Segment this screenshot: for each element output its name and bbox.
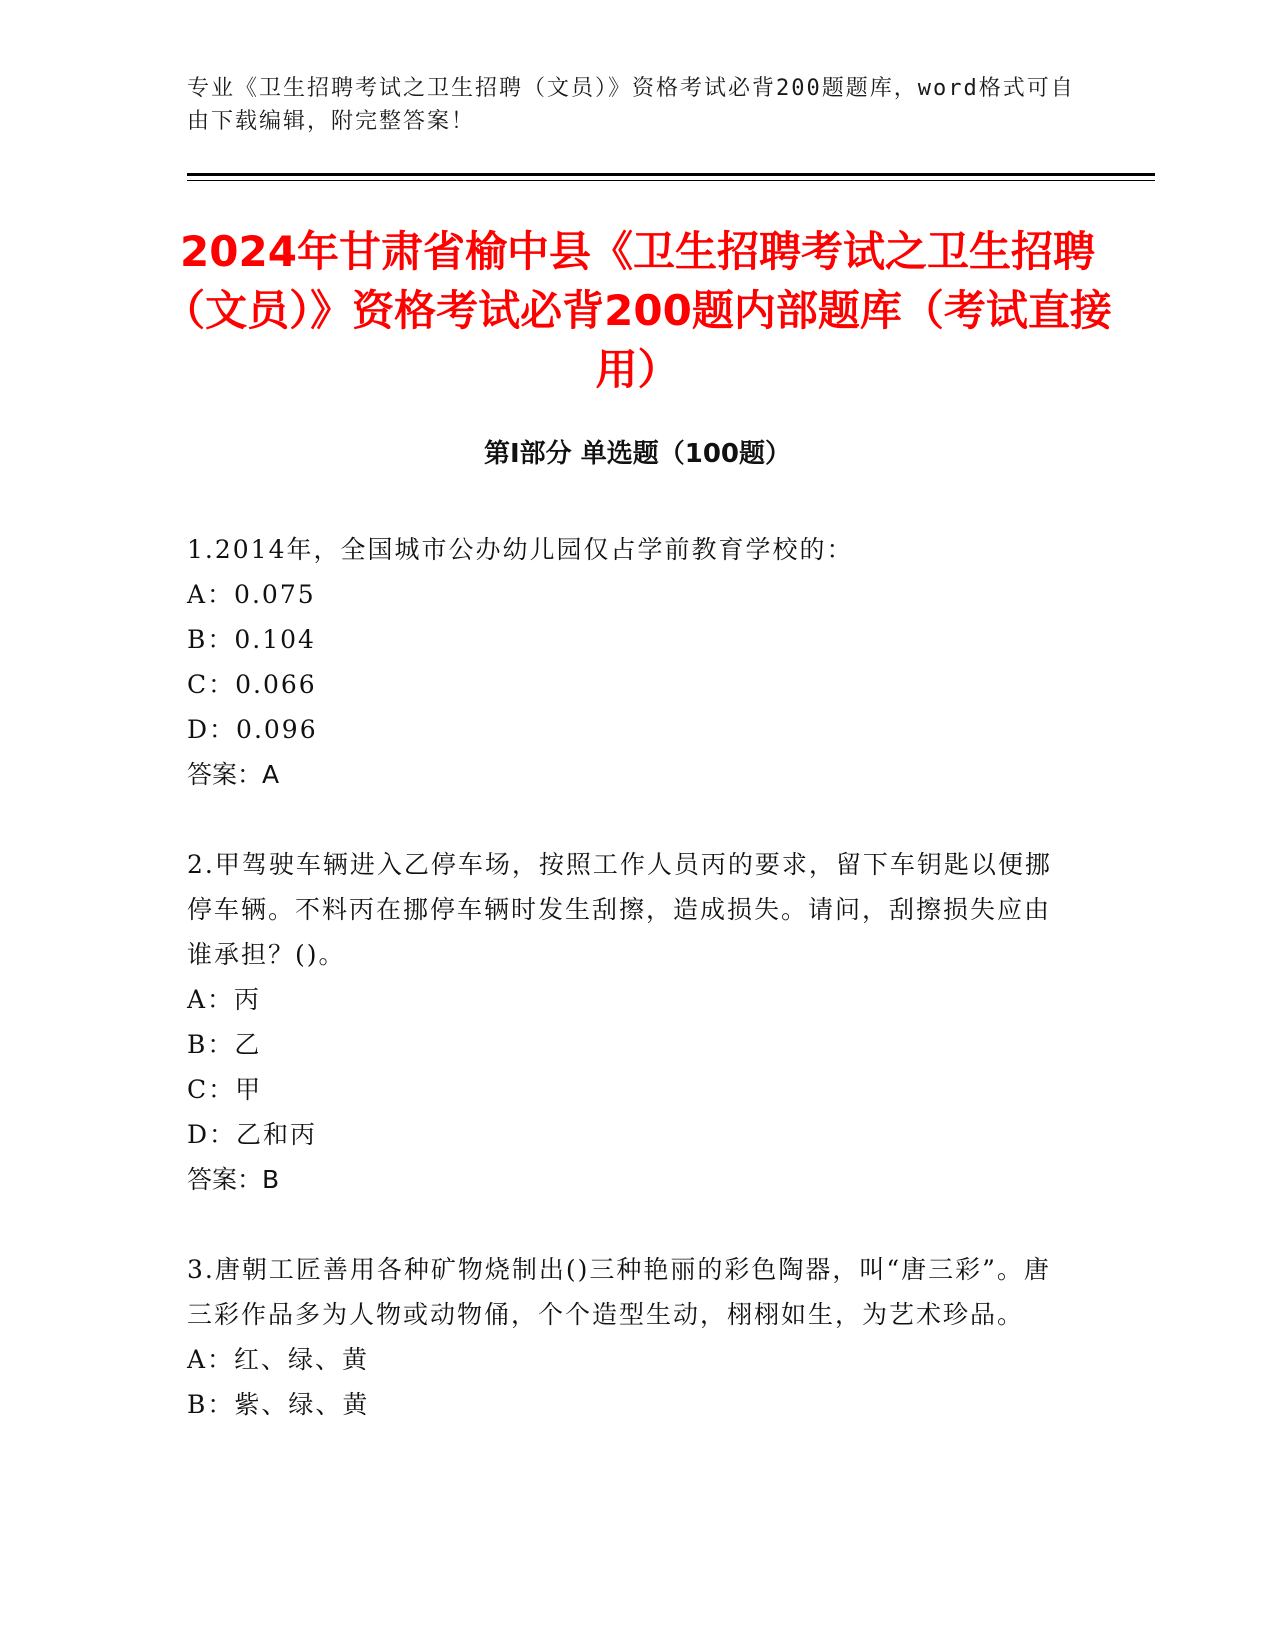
option-c: C：0.066 (187, 670, 317, 699)
option-b: B：0.104 (187, 625, 316, 654)
option-a: A：丙 (187, 985, 262, 1014)
option-b: B：乙 (187, 1030, 262, 1059)
document-title: 2024年甘肃省榆中县《卫生招聘考试之卫生招聘（文员）》资格考试必背200题内部题库（考试直接用） (163, 227, 1112, 394)
option-b: B：紫、绿、黄 (187, 1390, 370, 1419)
option-d: D：0.096 (187, 715, 318, 744)
question-1 (187, 527, 1067, 797)
answer: 答案：B (187, 1165, 280, 1194)
header-note: 专业《卫生招聘考试之卫生招聘（文员）》资格考试必背200题题库，word格式可自由下载编辑，附完整答案！ (187, 76, 1075, 134)
question-3 (187, 1247, 1067, 1427)
answer: 答案：A (187, 760, 280, 789)
option-a: A：0.075 (187, 580, 316, 609)
question-text: 2.甲驾驶车辆进入乙停车场，按照工作人员丙的要求，留下车钥匙以便挪停车辆。不料丙在挪停车辆时发生刮擦，造成损失。请问，刮擦损失应由谁承担？()。 (187, 850, 1052, 969)
header-divider-thick (187, 173, 1155, 176)
question-2 (187, 842, 1067, 1202)
header-divider-thin (187, 180, 1155, 181)
question-text: 3.唐朝工匠善用各种矿物烧制出()三种艳丽的彩色陶器，叫“唐三彩”。唐三彩作品多为人物或动物俑，个个造型生动，栩栩如生，为艺术珍品。 (187, 1255, 1051, 1329)
option-c: C：甲 (187, 1075, 263, 1104)
question-text: 1.2014年，全国城市公办幼儿园仅占学前教育学校的： (187, 535, 854, 564)
question-list (187, 527, 1067, 1472)
option-d: D：乙和丙 (187, 1120, 318, 1149)
option-a: A：红、绿、黄 (187, 1345, 370, 1374)
section-heading: 第I部分 单选题（100题） (484, 439, 791, 469)
